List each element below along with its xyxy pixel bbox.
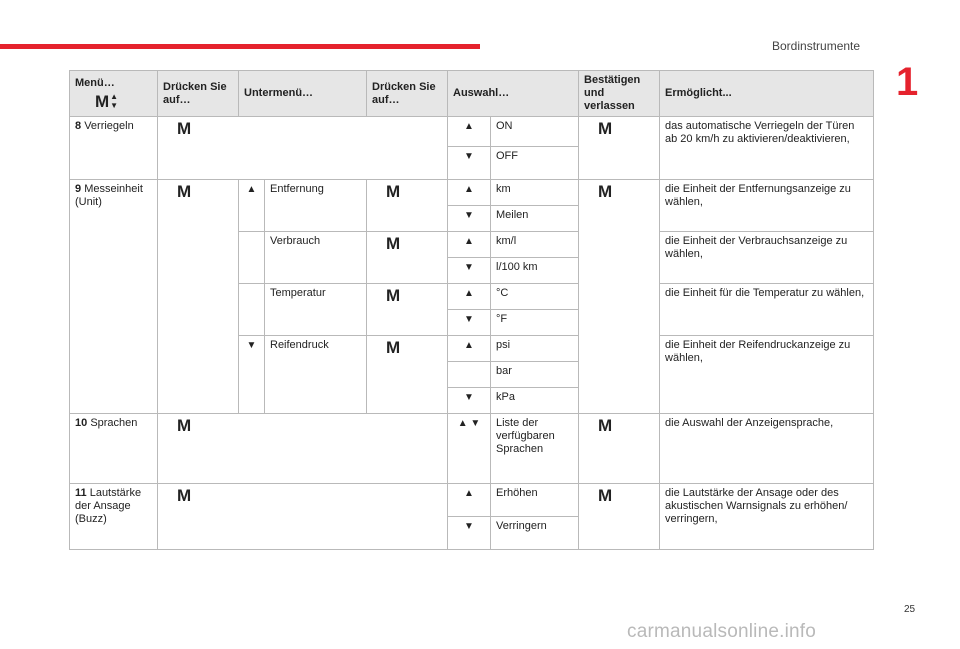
press-cell <box>158 180 239 414</box>
item-number: 9 <box>75 183 82 195</box>
arrow-cell <box>448 414 491 484</box>
arrow-cell <box>448 484 491 517</box>
chapter-number: 1 <box>896 60 919 104</box>
up-arrow-icon: ▲ <box>464 288 474 299</box>
up-arrow-icon: ▲ <box>464 184 474 195</box>
arrow-cell <box>448 284 491 310</box>
submenu-cell: Entfernung <box>265 180 367 232</box>
menu-label: Sprachen <box>90 417 138 429</box>
arrow-cell <box>448 336 491 362</box>
up-arrow-icon: ▲ <box>464 340 474 351</box>
down-arrow-icon: ▼ <box>464 210 474 221</box>
option-cell: psi <box>491 336 579 362</box>
arrow-cell <box>448 232 491 258</box>
description-cell: die Einheit der Entfernungsanzeige zu wählen, <box>660 180 874 232</box>
arrow-cell <box>239 180 265 232</box>
press-cell <box>367 180 448 232</box>
up-arrow-icon: ▲ <box>246 184 257 195</box>
option-cell: OFF <box>491 147 579 180</box>
option-cell: Liste der verfügbaren Sprachen <box>491 414 579 484</box>
down-arrow-icon: ▼ <box>110 101 119 110</box>
menu-label: Verriegeln <box>84 120 134 132</box>
arrow-cell <box>239 284 265 336</box>
option-cell: km/l <box>491 232 579 258</box>
menu-cell <box>70 484 158 550</box>
arrow-cell <box>448 517 491 550</box>
option-cell: bar <box>491 362 579 388</box>
menu-cell <box>70 180 158 414</box>
updown-arrow-icon: ▲ ▼ <box>457 418 481 429</box>
m-button-icon: M <box>598 486 613 505</box>
description-cell: die Einheit der Reifendruckanzeige zu wählen, <box>660 336 874 414</box>
submenu-cell: Temperatur <box>265 284 367 336</box>
down-arrow-icon: ▼ <box>464 521 474 532</box>
press-cell <box>158 117 448 180</box>
m-button-icon: M <box>95 91 110 111</box>
option-cell: °C <box>491 284 579 310</box>
menu-cell <box>70 414 158 484</box>
m-button-icon: M <box>177 416 192 435</box>
m-button-icon: M <box>598 119 613 138</box>
header-menu <box>70 71 158 117</box>
header-enables: Ermöglicht... <box>660 71 874 117</box>
press-cell <box>158 484 448 550</box>
option-cell: Verringern <box>491 517 579 550</box>
confirm-cell <box>579 484 660 550</box>
arrow-cell <box>448 180 491 206</box>
option-cell: km <box>491 180 579 206</box>
page-number: 25 <box>904 604 916 615</box>
m-button-icon: M <box>177 119 192 138</box>
watermark: carmanualsonline.info <box>627 621 817 642</box>
description-cell: die Lautstärke der Ansage oder des akustischen Warnsignals zu erhöhen/ verringern, <box>660 484 874 550</box>
header-press2: Drücken Sie auf… <box>367 71 448 117</box>
table-row <box>70 414 874 484</box>
confirm-cell <box>579 180 660 414</box>
option-cell: °F <box>491 310 579 336</box>
down-arrow-icon: ▼ <box>464 314 474 325</box>
m-button-icon: M <box>177 486 192 505</box>
menu-table <box>69 70 874 550</box>
down-arrow-icon: ▼ <box>464 392 474 403</box>
option-cell: l/100 km <box>491 258 579 284</box>
m-button-icon: M <box>386 338 401 357</box>
item-number: 10 <box>75 417 88 429</box>
arrow-cell <box>239 232 265 284</box>
description-cell: die Auswahl der Anzeigensprache, <box>660 414 874 484</box>
press-cell <box>367 336 448 414</box>
table-row <box>70 484 874 517</box>
press-cell <box>367 284 448 336</box>
m-button-icon: M <box>598 416 613 435</box>
submenu-cell: Verbrauch <box>265 232 367 284</box>
menu-updown-icon <box>95 92 152 110</box>
down-arrow-icon: ▼ <box>246 340 257 351</box>
menu-label: Lautstärke der Ansage (Buzz) <box>75 487 142 525</box>
arrow-cell <box>239 336 265 414</box>
press-cell <box>158 414 448 484</box>
page-section-title: Bordinstrumente <box>772 39 861 53</box>
header-submenu: Untermenü… <box>239 71 367 117</box>
header-selection: Auswahl… <box>448 71 579 117</box>
confirm-cell <box>579 117 660 180</box>
item-number: 8 <box>75 120 82 132</box>
arrow-cell <box>448 258 491 284</box>
up-arrow-icon: ▲ <box>464 121 474 132</box>
up-arrow-icon: ▲ <box>464 488 474 499</box>
arrow-cell <box>448 117 491 147</box>
table-row <box>70 117 874 147</box>
arrow-cell <box>448 206 491 232</box>
m-button-icon: M <box>386 286 401 305</box>
description-cell: das automatische Verriegeln der Türen ab 20 km/h zu aktivieren/deaktivieren, <box>660 117 874 180</box>
item-number: 11 <box>75 487 87 499</box>
submenu-cell: Reifendruck <box>265 336 367 414</box>
header-press: Drücken Sie auf… <box>158 71 239 117</box>
down-arrow-icon: ▼ <box>464 151 474 162</box>
up-arrow-icon: ▲ <box>110 92 119 101</box>
m-button-icon: M <box>598 182 613 201</box>
m-button-icon: M <box>177 182 192 201</box>
arrow-cell <box>448 310 491 336</box>
confirm-cell <box>579 414 660 484</box>
m-button-icon: M <box>386 182 401 201</box>
option-cell: Erhöhen <box>491 484 579 517</box>
press-cell <box>367 232 448 284</box>
header-menu-label: Menü… <box>75 77 115 89</box>
menu-cell <box>70 117 158 180</box>
header-confirm: Bestätigen und verlassen <box>579 71 660 117</box>
up-arrow-icon: ▲ <box>464 236 474 247</box>
menu-label: Messeinheit (Unit) <box>75 183 143 208</box>
description-cell: die Einheit für die Temperatur zu wählen, <box>660 284 874 336</box>
option-cell: kPa <box>491 388 579 414</box>
table-header-row <box>70 71 874 117</box>
table-row <box>70 180 874 206</box>
down-arrow-icon: ▼ <box>464 262 474 273</box>
description-cell: die Einheit der Verbrauchsanzeige zu wählen, <box>660 232 874 284</box>
arrow-cell <box>448 147 491 180</box>
header-red-bar <box>0 44 480 49</box>
arrow-cell <box>448 388 491 414</box>
m-button-icon: M <box>386 234 401 253</box>
arrow-cell <box>448 362 491 388</box>
option-cell: Meilen <box>491 206 579 232</box>
option-cell: ON <box>491 117 579 147</box>
